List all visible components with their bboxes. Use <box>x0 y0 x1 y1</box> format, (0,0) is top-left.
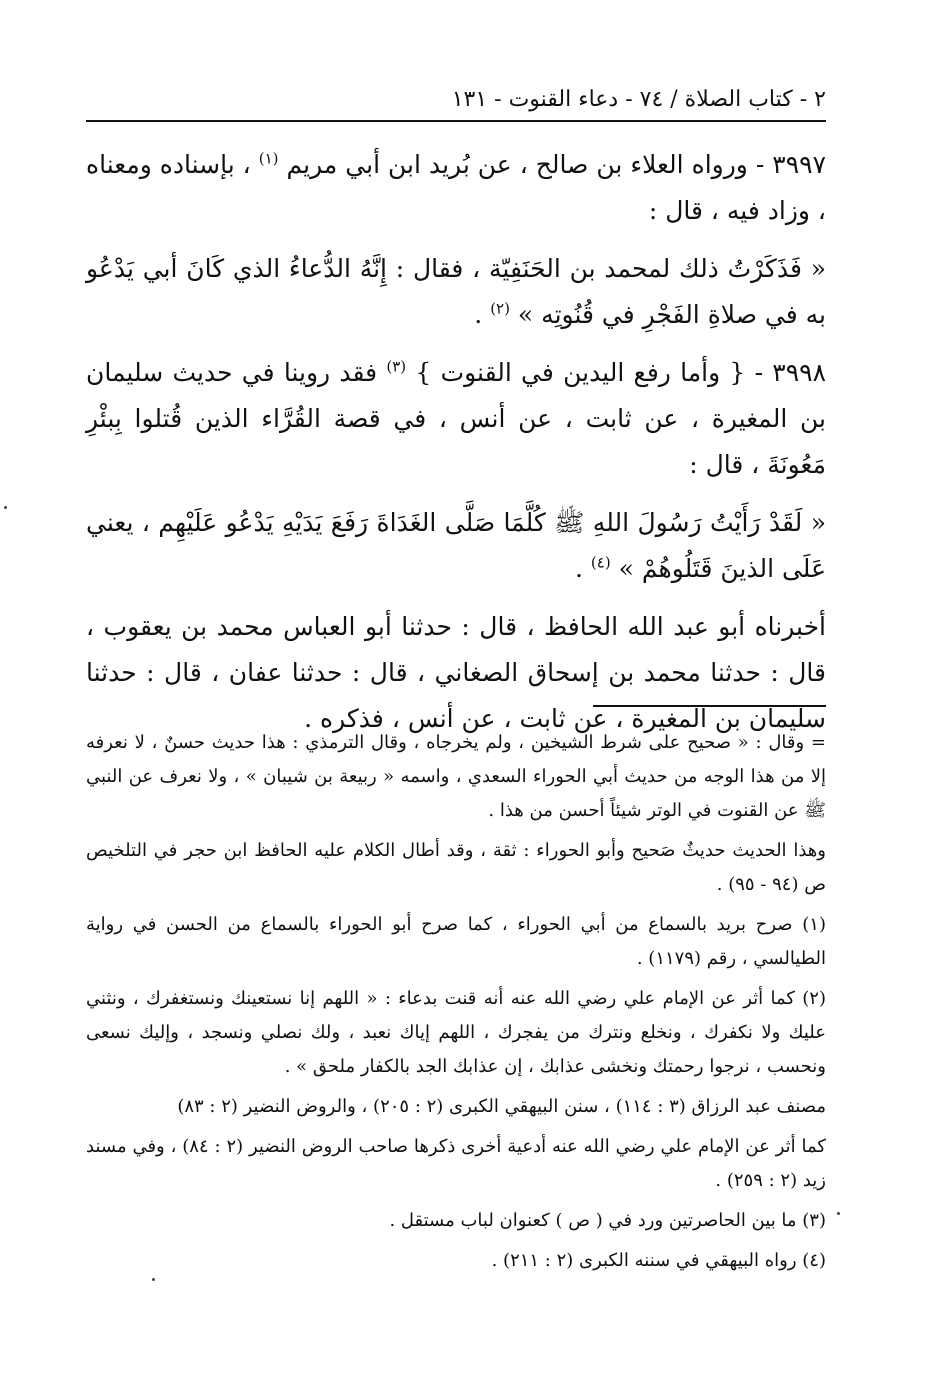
speck <box>152 1278 155 1281</box>
quote-2-text: « لَقَدْ رَأَيْتُ رَسُولَ اللهِ ﷺ كُلَّمَا صَلَّى الغَدَاةَ رَفَعَ يَدَيْهِ يَدْعُو عَلَيْهِم ، يعني عَلَى الذينَ قَتَلُوهُمْ » <box>86 508 826 583</box>
quote-2 <box>86 500 826 592</box>
footnote-ref-3[interactable]: (٣) <box>386 357 407 376</box>
footnote-ref-2[interactable]: (٢) <box>490 299 510 318</box>
footnote-3: (٣) ما بين الحاصرتين ورد في ( ص ) كعنوان لباب مستقل . <box>389 1210 826 1231</box>
quote-1-text: « فَذَكَرْتُ ذلك لمحمد بن الحَنَفِيّة ، فقال : إِنَّهُ الدُّعاءُ الذي كَانَ أبي يَدْعُو به في صلاةِ الفَجْرِ في قُنُوتِه » <box>86 254 826 329</box>
quote-2-tail: . <box>575 554 583 583</box>
footnote-1: (١) صرح بريد بالسماع من أبي الحوراء ، كما صرح أبو الحوراء بالسماع من الحسن في رواية الطيالسي ، رقم (١١٧٩) . <box>86 914 826 969</box>
footnote-continued-2: وهذا الحديث حديثٌ صَحيح وأبو الحوراء : ثقة ، وقد أطال الكلام عليه الحافظ ابن حجر في التلخيص ص (٩٤ - ٩٥) . <box>86 840 826 895</box>
speck <box>4 506 7 509</box>
footnote-separator <box>593 705 826 707</box>
paragraph-3997 <box>86 142 826 234</box>
paragraph-3998 <box>86 350 826 488</box>
paragraph-3998-head: ٣٩٩٨ - { وأما رفع اليدين في القنوت } <box>415 358 827 387</box>
footnote-ref-4[interactable]: (٤) <box>590 553 611 572</box>
footnote-2-sources: مصنف عبد الرزاق (٣ : ١١٤) ، سنن البيهقي الكبرى (٢ : ٢٠٥) ، والروض النضير (٢ : ٨٣) <box>177 1096 826 1117</box>
footnote-2-more: كما أثر عن الإمام علي رضي الله عنه أدعية أخرى ذكرها صاحب الروض النضير (٢ : ٨٤) ، وفي مسند زيد (٢ : ٢٥٩) . <box>86 1136 826 1191</box>
paragraph-3997-tail: ، بإسناده ومعناه ، وزاد فيه ، قال : <box>86 150 826 225</box>
running-header: ٢ - كتاب الصلاة / ٧٤ - دعاء القنوت - ١٣١ <box>86 86 826 122</box>
speck <box>837 1212 840 1215</box>
main-text <box>86 142 826 754</box>
paragraph-3998-tail: فقد روينا في حديث سليمان بن المغيرة ، عن ثابت ، عن أنس ، في قصة القُرَّاء الذين قُتلوا بِبئْرِ مَعُونَةَ ، قال : <box>86 358 826 479</box>
footnotes <box>86 726 826 1284</box>
isnad-paragraph: أخبرناه أبو عبد الله الحافظ ، قال : حدثنا أبو العباس محمد بن يعقوب ، قال : حدثنا محمد بن إسحاق الصغاني ، قال : حدثنا عفان ، قال : حدثنا سليمان بن المغيرة ، عن ثابت ، عن أنس ، فذكره . <box>86 612 826 733</box>
footnote-ref-1[interactable]: (١) <box>258 149 279 168</box>
paragraph-3997-text: ٣٩٩٧ - ورواه العلاء بن صالح ، عن بُريد ابن أبي مريم <box>286 150 827 179</box>
quote-1 <box>86 246 826 338</box>
footnote-4: (٤) رواه البيهقي في سننه الكبرى (٢ : ٢١١) . <box>491 1250 826 1271</box>
quote-1-tail: . <box>474 300 483 329</box>
footnote-2: (٢) كما أثر عن الإمام علي رضي الله عنه أنه قنت بدعاء : « اللهم إنا نستعينك ونستغفرك ، ونثني عليك ولا نكفرك ، ونخلع ونترك من يفجرك ، اللهم إياك نعبد ، ولك نصلي ونسجد ، وإليك نسعى ونحسب ، نرجوا رحمتك ونخشى عذابك ، إن عذابك الجد بالكفار ملحق » . <box>86 988 826 1077</box>
footnote-continued: = وقال : « صحيح على شرط الشيخين ، ولم يخرجاه ، وقال الترمذي : هذا حديث حسنٌ ، لا نعرفه إلا من هذا الوجه من حديث أبي الحوراء السعدي ، واسمه « ربيعة بن شيبان » ، ولا نعرف عن النبي ﷺ عن القنوت في الوتر شيئاً أحسن من هذا . <box>86 732 826 821</box>
